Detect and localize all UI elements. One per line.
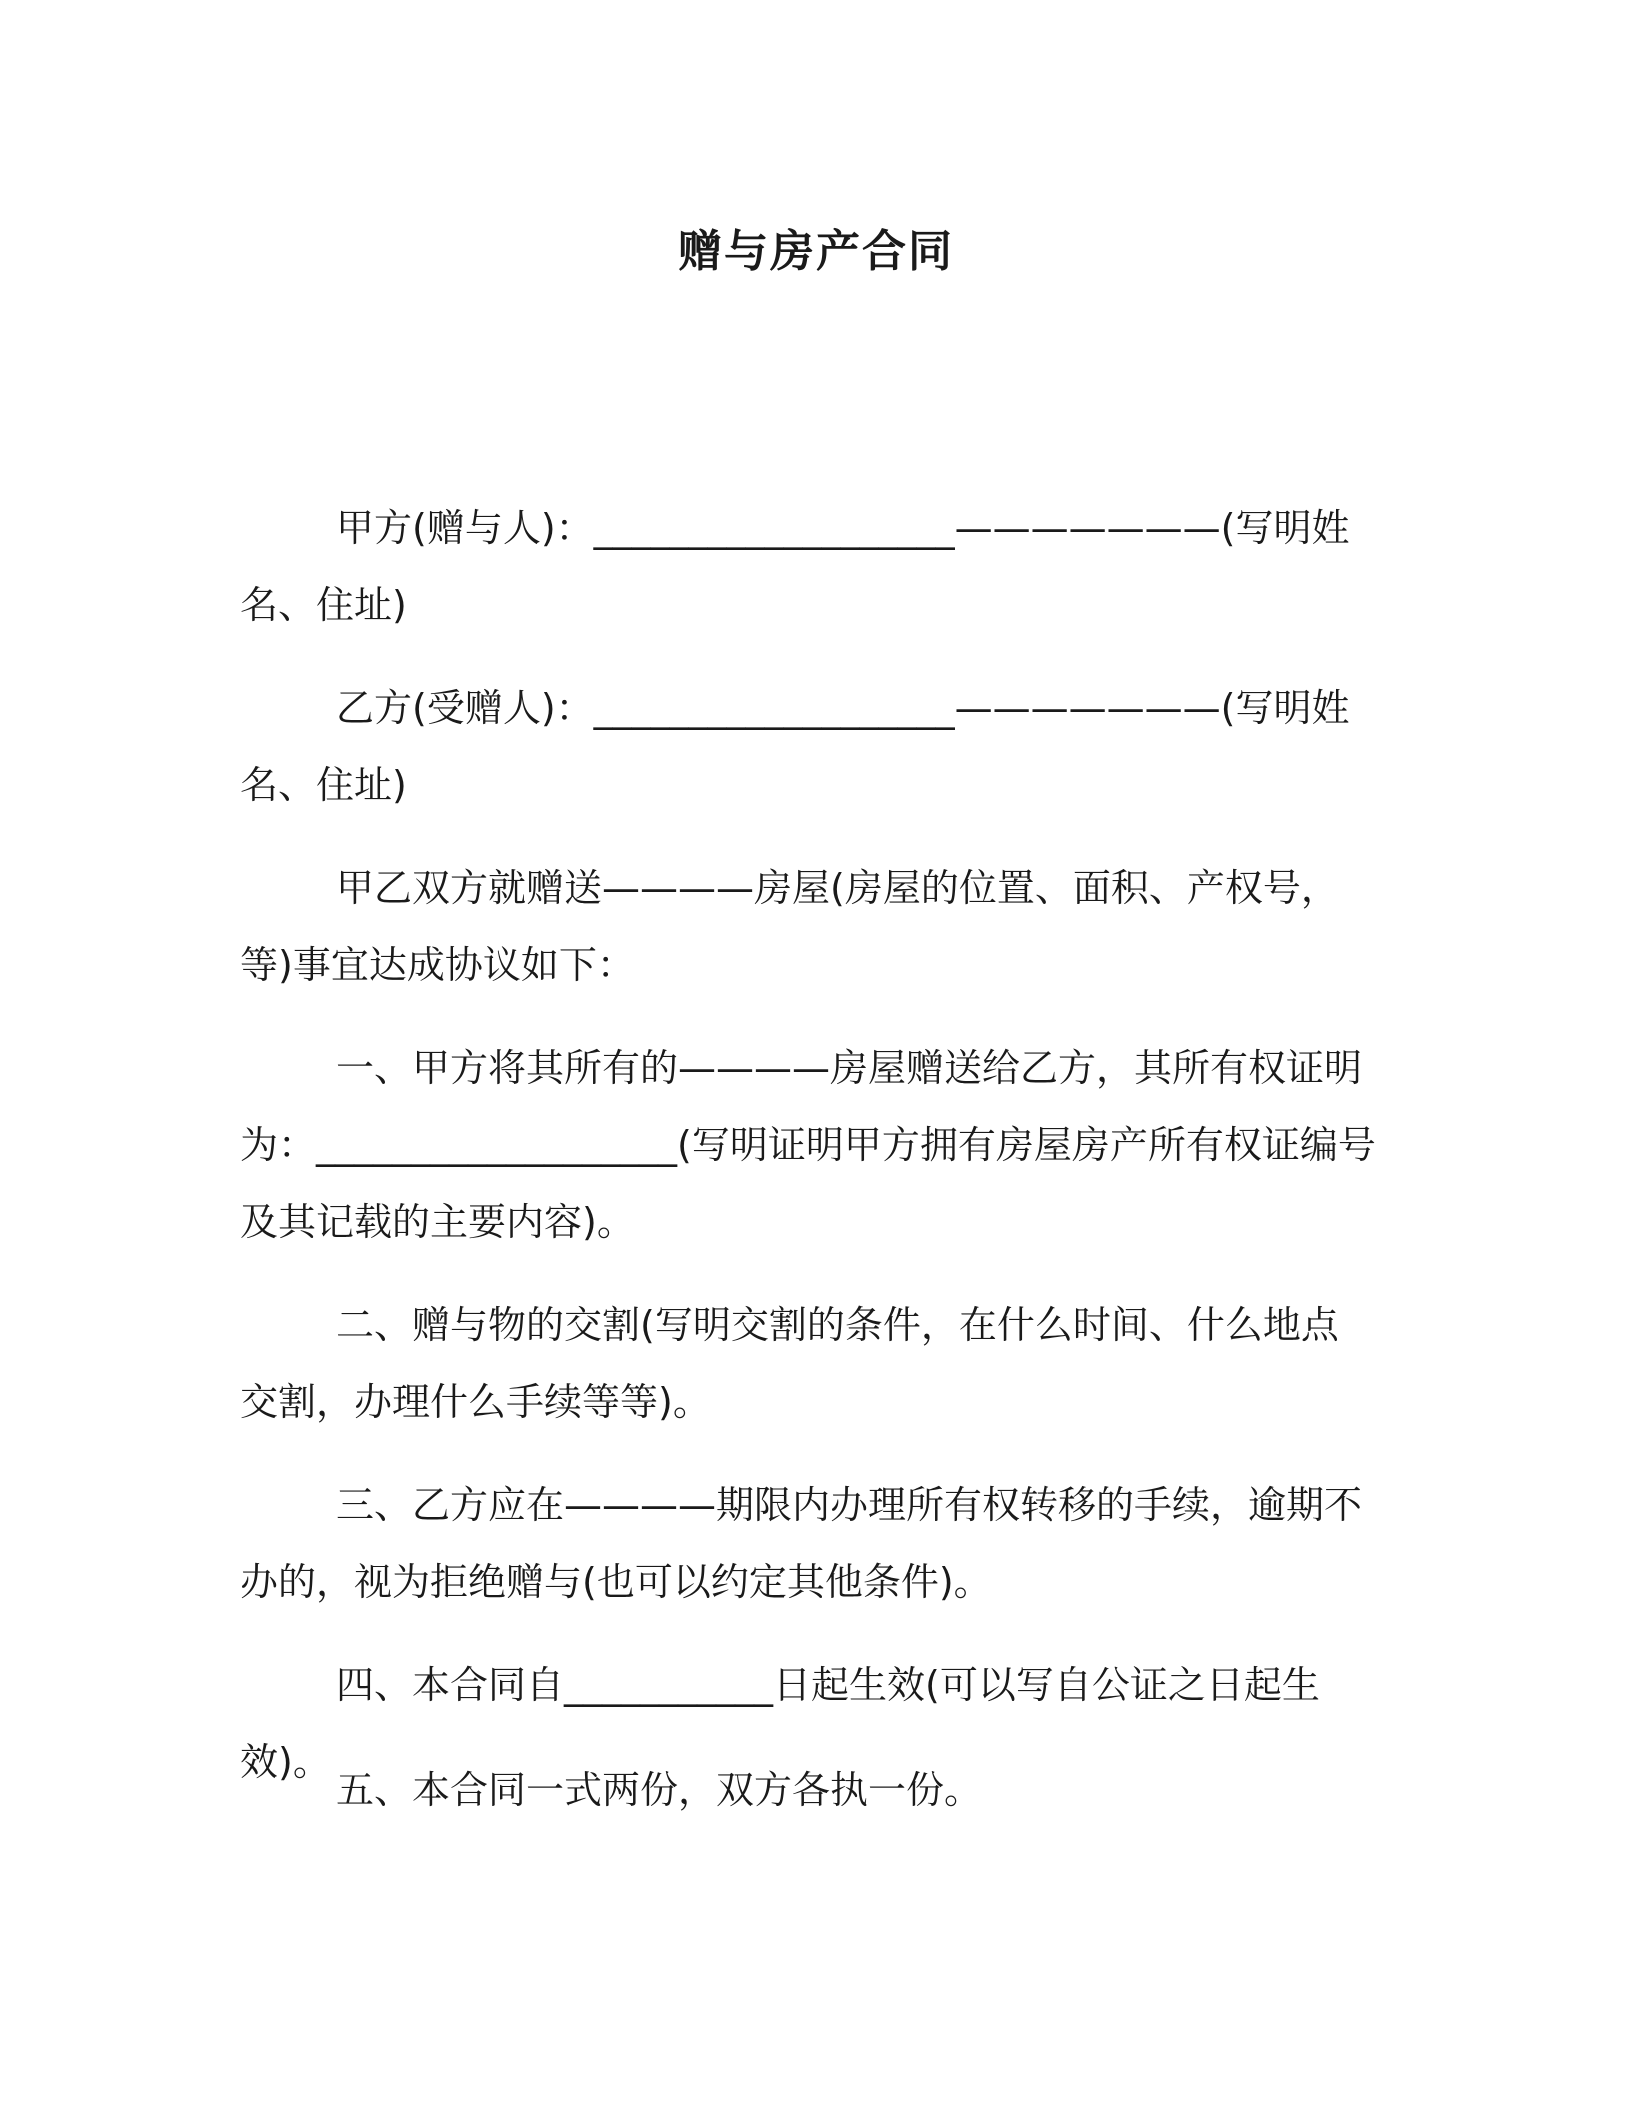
party-a-clause: 甲方(赠与人)：___________________———————(写明姓名、住址) — [240, 506, 1350, 627]
clause-three: 三、乙方应在————期限内办理所有权转移的手续，逾期不办的，视为拒绝赠与(也可以约定其他条件)。 — [240, 1483, 1363, 1604]
clause-one: 一、甲方将其所有的————房屋赠送给乙方，其所有权证明为：___________________(写明证明甲方拥有房屋房产所有权证编号及其记载的主要内容)。 — [240, 1046, 1376, 1244]
party-b-clause: 乙方(受赠人)：___________________———————(写明姓名、住址) — [240, 686, 1350, 807]
clause-five: 五、本合同一式两份，双方各执一份。 — [336, 1768, 983, 1812]
agreement-intro-clause: 甲乙双方就赠送————房屋(房屋的位置、面积、产权号，等)事宜达成协议如下： — [240, 866, 1339, 987]
document-title: 赠与房产合同 — [678, 226, 954, 277]
clause-four: 四、本合同自___________日起生效(可以写自公证之日起生效)。 — [240, 1663, 1320, 1784]
clause-two: 二、赠与物的交割(写明交割的条件，在什么时间、什么地点交割，办理什么手续等等)。 — [240, 1303, 1339, 1424]
